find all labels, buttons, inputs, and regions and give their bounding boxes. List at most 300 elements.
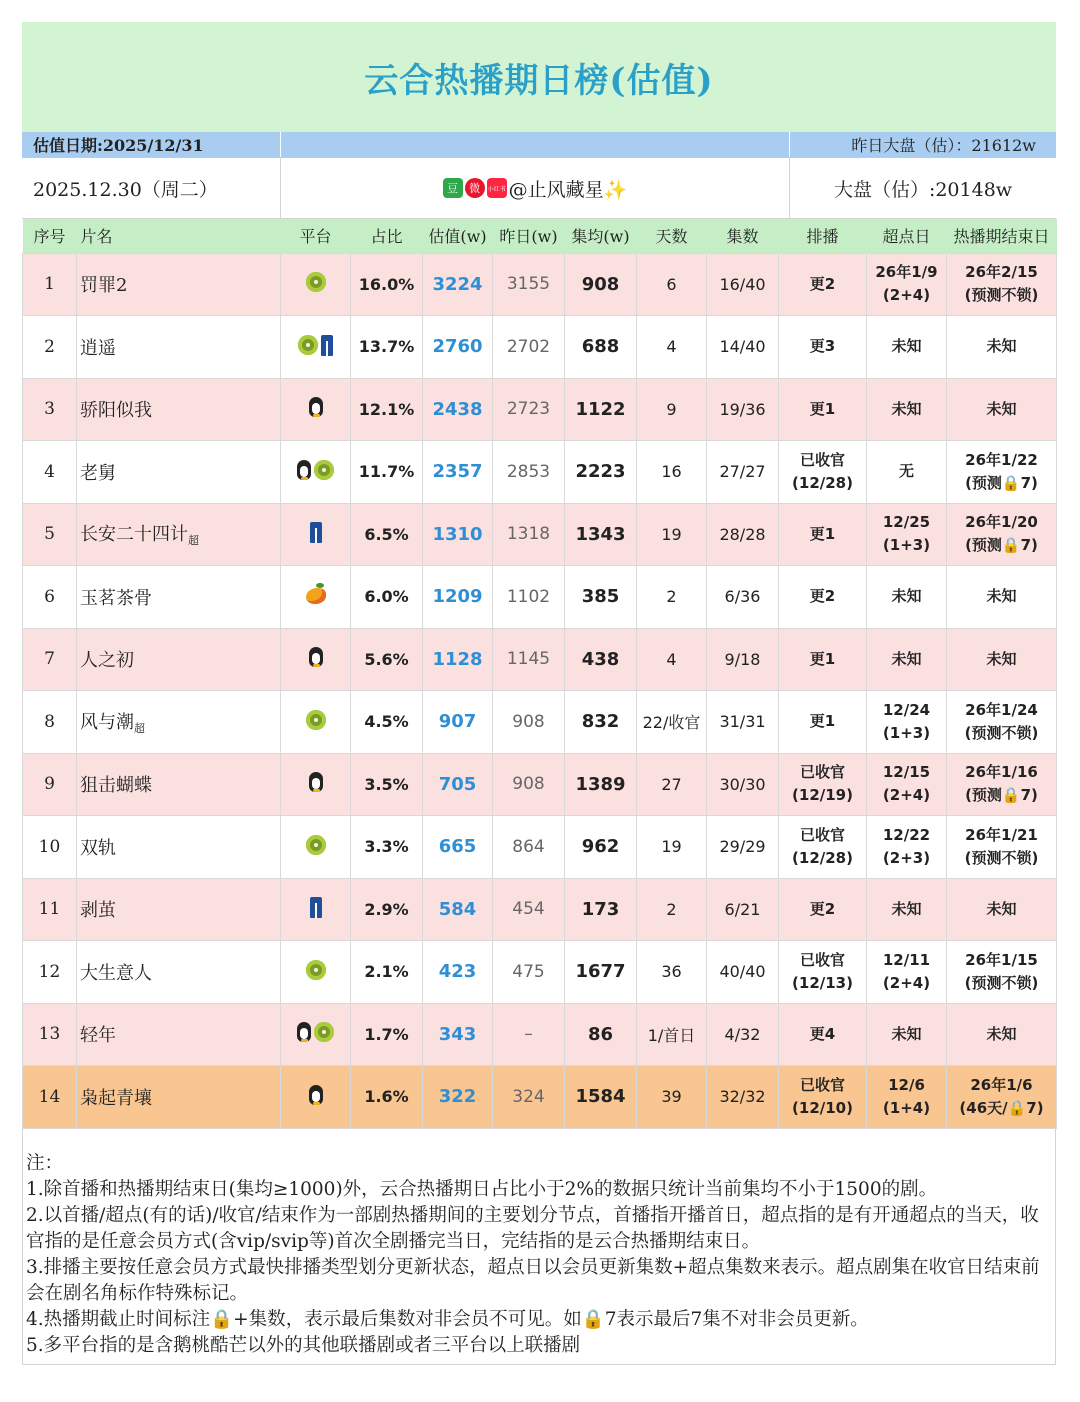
market-total: 大盘（估）:20148w	[833, 178, 1013, 201]
peak-day-cell	[867, 628, 947, 691]
end-date-cell-line1: 26年1/22	[965, 450, 1038, 469]
peak-day-cell-line1: 26年1/9	[875, 263, 938, 282]
avg-cell: 962	[565, 816, 637, 879]
episodes-cell: 16/40	[707, 253, 779, 316]
peak-day-cell-line2: (1+3)	[882, 536, 931, 555]
peak-day-cell-line2: (1+4)	[882, 1098, 931, 1117]
platform-icons	[306, 835, 326, 855]
estimate-cell: 2438	[423, 378, 493, 441]
estimate-cell: 1310	[423, 503, 493, 566]
schedule-cell-line1: 已收官	[799, 1075, 845, 1094]
peak-tag: 超	[188, 534, 199, 548]
platform-icons	[309, 647, 323, 667]
title-cell	[77, 691, 281, 754]
peak-day-cell-line1: 未知	[891, 399, 922, 418]
title-cell	[77, 1066, 281, 1129]
avg-cell: 2223	[565, 441, 637, 504]
estimate-cell: 584	[423, 878, 493, 941]
weibo-icon: 微	[465, 178, 485, 198]
platform-icons	[297, 1022, 334, 1042]
share-cell: 13.7%	[351, 316, 423, 379]
yesterday-cell: 864	[493, 816, 565, 879]
end-date-cell-line1: 未知	[986, 899, 1017, 918]
end-date-cell-line2: (预测不锁)	[964, 848, 1039, 867]
yesterday-cell: 3155	[493, 253, 565, 316]
episodes-cell: 31/31	[707, 691, 779, 754]
schedule-cell	[779, 566, 867, 629]
table-row	[23, 566, 1057, 629]
platform-cell	[281, 503, 351, 566]
title-cell	[77, 378, 281, 441]
table-row	[23, 253, 1057, 316]
info-row-date	[22, 158, 1056, 219]
platform-cell	[281, 441, 351, 504]
rank-cell: 10	[23, 816, 77, 879]
peak-day-cell-line2: (2+4)	[882, 286, 931, 305]
schedule-cell	[779, 691, 867, 754]
share-cell: 4.5%	[351, 691, 423, 754]
days-cell: 9	[637, 378, 707, 441]
schedule-cell-line1: 更1	[809, 524, 836, 543]
estimate-cell: 665	[423, 816, 493, 879]
yesterday-cell: –	[493, 1003, 565, 1066]
peak-tag: 超	[134, 721, 145, 735]
kiwi-icon	[314, 460, 334, 480]
avg-cell: 908	[565, 253, 637, 316]
title-text: 骄阳似我	[80, 400, 152, 422]
note-item: 4.热播期截止时间标注🔒+集数，表示最后集数对非会员不可见。如🔒7表示最后7集不对非会员更新。	[26, 1308, 869, 1330]
schedule-cell	[779, 503, 867, 566]
schedule-cell	[779, 628, 867, 691]
avg-cell: 832	[565, 691, 637, 754]
end-date-cell	[947, 816, 1057, 879]
share-cell: 16.0%	[351, 253, 423, 316]
schedule-cell	[779, 878, 867, 941]
share-cell: 12.1%	[351, 378, 423, 441]
episodes-cell: 6/36	[707, 566, 779, 629]
platform-cell	[281, 378, 351, 441]
end-date-cell-line1: 未知	[986, 337, 1017, 356]
peak-day-cell	[867, 816, 947, 879]
penguin-icon	[309, 1085, 323, 1105]
peak-day-cell	[867, 503, 947, 566]
avg-cell: 1122	[565, 378, 637, 441]
header-schedule: 排播	[806, 227, 839, 247]
penguin-icon	[309, 647, 323, 667]
days-cell: 19	[637, 816, 707, 879]
yesterday-cell: 324	[493, 1066, 565, 1129]
yesterday-cell: 2702	[493, 316, 565, 379]
share-cell: 1.6%	[351, 1066, 423, 1129]
end-date-cell	[947, 1066, 1057, 1129]
platform-cell	[281, 1003, 351, 1066]
days-cell: 4	[637, 628, 707, 691]
schedule-cell-line2: (12/10)	[792, 1098, 853, 1117]
rank-cell: 2	[23, 316, 77, 379]
rank-cell: 14	[23, 1066, 77, 1129]
peak-day-cell-line2: (2+4)	[882, 786, 931, 805]
peak-day-cell-line1: 无	[898, 462, 914, 481]
header-rank: 序号	[33, 227, 66, 247]
episodes-cell: 32/32	[707, 1066, 779, 1129]
notes-heading: 注：	[26, 1152, 64, 1174]
estimate-date: 估值日期:2025/12/31	[33, 136, 204, 155]
avg-cell: 688	[565, 316, 637, 379]
mango-icon	[306, 588, 326, 604]
platform-cell	[281, 878, 351, 941]
peak-day-cell-line1: 12/11	[882, 950, 931, 969]
days-cell: 39	[637, 1066, 707, 1129]
schedule-cell	[779, 1066, 867, 1129]
schedule-cell	[779, 378, 867, 441]
episodes-cell: 19/36	[707, 378, 779, 441]
penguin-icon	[309, 772, 323, 792]
table-row	[23, 503, 1057, 566]
note-item: 5.多平台指的是含鹅桃酷芒以外的其他联播剧或者三平台以上联播剧	[26, 1334, 581, 1356]
table-row	[23, 941, 1057, 1004]
share-cell: 3.5%	[351, 753, 423, 816]
yesterday-cell: 1318	[493, 503, 565, 566]
avg-cell: 385	[565, 566, 637, 629]
end-date-cell-line1: 未知	[986, 1024, 1017, 1043]
rank-cell: 5	[23, 503, 77, 566]
header-estimate: 估值(w)	[428, 227, 487, 247]
peak-day-cell-line1: 12/15	[882, 763, 931, 782]
episodes-cell: 30/30	[707, 753, 779, 816]
estimate-cell: 907	[423, 691, 493, 754]
estimate-cell: 2760	[423, 316, 493, 379]
jeans-icon	[310, 522, 322, 543]
info-row-estimate	[22, 132, 1056, 158]
end-date-cell-line2: (预测🔒7)	[965, 473, 1038, 492]
peak-day-cell-line1: 12/24	[882, 700, 931, 719]
end-date-cell-line2: (预测不锁)	[964, 973, 1039, 992]
schedule-cell	[779, 441, 867, 504]
estimate-cell: 322	[423, 1066, 493, 1129]
header-platform: 平台	[299, 227, 332, 247]
title-cell	[77, 566, 281, 629]
estimate-cell: 3224	[423, 253, 493, 316]
report-date: 2025.12.30（周二）	[33, 178, 218, 201]
platform-icons	[306, 710, 326, 730]
estimate-cell: 1209	[423, 566, 493, 629]
platform-cell	[281, 1066, 351, 1129]
title-text: 人之初	[80, 650, 134, 672]
platform-cell	[281, 941, 351, 1004]
end-date-cell	[947, 628, 1057, 691]
schedule-cell-line1: 更1	[809, 649, 836, 668]
days-cell: 2	[637, 566, 707, 629]
schedule-cell-line1: 更4	[809, 1024, 836, 1043]
episodes-cell: 6/21	[707, 878, 779, 941]
rank-cell: 6	[23, 566, 77, 629]
title-text: 剥茧	[80, 900, 116, 922]
estimate-cell: 343	[423, 1003, 493, 1066]
title-cell	[77, 628, 281, 691]
yesterday-market: 昨日大盘（估）：21612w	[851, 136, 1036, 155]
header-episodes: 集数	[726, 227, 759, 247]
peak-day-cell-line2: (2+3)	[882, 848, 931, 867]
header-avg: 集均(w)	[571, 227, 630, 247]
rank-cell: 12	[23, 941, 77, 1004]
rank-cell: 7	[23, 628, 77, 691]
platform-cell	[281, 316, 351, 379]
avg-cell: 1343	[565, 503, 637, 566]
title-text: 轻年	[80, 1025, 116, 1047]
ranking-sheet	[22, 22, 1056, 1365]
platform-icons	[306, 587, 326, 603]
peak-day-cell	[867, 753, 947, 816]
days-cell: 4	[637, 316, 707, 379]
table-row	[23, 316, 1057, 379]
end-date-cell-line2: (预测不锁)	[964, 286, 1039, 305]
peak-day-cell-line1: 未知	[891, 1024, 922, 1043]
end-date-cell-line1: 26年2/15	[965, 263, 1038, 282]
end-date-cell-line1: 26年1/24	[965, 700, 1038, 719]
schedule-cell-line2: (12/19)	[792, 786, 853, 805]
kiwi-icon	[298, 335, 318, 355]
author-cell	[280, 158, 790, 218]
title-cell	[77, 441, 281, 504]
estimate-cell: 2357	[423, 441, 493, 504]
end-date-cell-line2: (预测不锁)	[964, 723, 1039, 742]
title-text: 大生意人	[80, 962, 152, 984]
table-row	[23, 1003, 1057, 1066]
schedule-cell	[779, 941, 867, 1004]
peak-day-cell	[867, 441, 947, 504]
title-cell	[77, 941, 281, 1004]
peak-day-cell-line1: 未知	[891, 649, 922, 668]
yesterday-cell: 2723	[493, 378, 565, 441]
kiwi-icon	[306, 272, 326, 292]
schedule-cell	[779, 316, 867, 379]
peak-day-cell-line1: 12/6	[888, 1075, 925, 1094]
end-date-cell-line2: (46天/🔒7)	[959, 1098, 1044, 1117]
platform-icons	[306, 272, 326, 292]
table-header	[23, 219, 1057, 253]
share-cell: 6.0%	[351, 566, 423, 629]
penguin-icon	[297, 1022, 311, 1042]
page-title: 云合热播期日榜(估值)	[364, 60, 714, 101]
peak-day-cell-line2: (2+4)	[882, 973, 931, 992]
header-name: 片名	[80, 227, 113, 247]
end-date-cell	[947, 566, 1057, 629]
kiwi-icon	[306, 835, 326, 855]
schedule-cell-line1: 更3	[809, 337, 836, 356]
table-row	[23, 441, 1057, 504]
end-date-cell	[947, 253, 1057, 316]
table-row	[23, 691, 1057, 754]
schedule-cell-line1: 更2	[809, 899, 836, 918]
share-cell: 6.5%	[351, 503, 423, 566]
rank-cell: 4	[23, 441, 77, 504]
days-cell: 27	[637, 753, 707, 816]
end-date-cell-line1: 26年1/16	[965, 763, 1038, 782]
end-date-cell-line1: 26年1/20	[965, 513, 1038, 532]
avg-cell: 1389	[565, 753, 637, 816]
end-date-cell	[947, 503, 1057, 566]
peak-day-cell-line1: 未知	[891, 899, 922, 918]
note-item: 1.除首播和热播期结束日(集均≥1000)外，云合热播期日占比小于2%的数据只统计当前集均不小于1500的剧。	[26, 1178, 938, 1200]
avg-cell: 173	[565, 878, 637, 941]
end-date-cell-line2: (预测🔒7)	[965, 786, 1038, 805]
share-cell: 3.3%	[351, 816, 423, 879]
end-date-cell	[947, 441, 1057, 504]
share-cell: 1.7%	[351, 1003, 423, 1066]
episodes-cell: 27/27	[707, 441, 779, 504]
days-cell: 2	[637, 878, 707, 941]
schedule-cell-line2: (12/28)	[792, 473, 853, 492]
end-date-cell	[947, 753, 1057, 816]
schedule-cell-line1: 更1	[809, 712, 836, 731]
title-text: 玉茗茶骨	[80, 587, 152, 609]
title-text: 枭起青壤	[80, 1087, 152, 1109]
platform-icons	[309, 772, 323, 792]
peak-day-cell-line1: 12/22	[882, 825, 931, 844]
title-cell	[77, 503, 281, 566]
end-date-cell-line1: 未知	[986, 649, 1017, 668]
title-text: 狙击蝴蝶	[80, 775, 152, 797]
penguin-icon	[297, 460, 311, 480]
title-text: 罚罪2	[80, 275, 128, 297]
schedule-cell-line1: 已收官	[799, 763, 845, 782]
title-banner	[22, 22, 1056, 132]
platform-cell	[281, 566, 351, 629]
rank-cell: 9	[23, 753, 77, 816]
title-cell	[77, 1003, 281, 1066]
schedule-cell-line1: 已收官	[799, 450, 845, 469]
title-text: 双轨	[80, 837, 116, 859]
table-row	[23, 628, 1057, 691]
header-end-date: 热播期结束日	[953, 227, 1050, 247]
title-text: 逍遥	[80, 337, 116, 359]
title-text: 长安二十四计	[80, 524, 188, 546]
title-cell	[77, 753, 281, 816]
end-date-cell	[947, 691, 1057, 754]
peak-day-cell	[867, 566, 947, 629]
episodes-cell: 28/28	[707, 503, 779, 566]
yesterday-cell: 1145	[493, 628, 565, 691]
title-cell	[77, 878, 281, 941]
share-cell: 11.7%	[351, 441, 423, 504]
schedule-cell-line2: (12/28)	[792, 848, 853, 867]
platform-cell	[281, 753, 351, 816]
table-row	[23, 753, 1057, 816]
title-cell	[77, 316, 281, 379]
yesterday-cell: 908	[493, 753, 565, 816]
platform-icons	[309, 397, 323, 417]
episodes-cell: 40/40	[707, 941, 779, 1004]
header-peak-day: 超点日	[882, 227, 931, 247]
peak-day-cell	[867, 316, 947, 379]
end-date-cell	[947, 316, 1057, 379]
table-row	[23, 816, 1057, 879]
days-cell: 19	[637, 503, 707, 566]
jeans-icon	[310, 897, 322, 918]
rank-cell: 11	[23, 878, 77, 941]
schedule-cell	[779, 753, 867, 816]
peak-day-cell	[867, 941, 947, 1004]
jeans-icon	[321, 335, 333, 356]
xiaohongshu-icon: 小红书	[487, 178, 507, 198]
end-date-cell-line1: 未知	[986, 587, 1017, 606]
end-date-cell-line1: 26年1/21	[965, 825, 1038, 844]
end-date-cell	[947, 378, 1057, 441]
schedule-cell-line1: 已收官	[799, 825, 845, 844]
schedule-cell-line1: 更2	[809, 274, 836, 293]
yesterday-cell: 475	[493, 941, 565, 1004]
yesterday-cell: 454	[493, 878, 565, 941]
peak-day-cell-line1: 未知	[891, 587, 922, 606]
schedule-cell-line2: (12/13)	[792, 973, 853, 992]
author-handle: @止风藏星✨	[508, 178, 628, 201]
end-date-cell	[947, 1003, 1057, 1066]
notes-section	[22, 1129, 1056, 1365]
header-days: 天数	[655, 227, 688, 247]
yesterday-cell: 908	[493, 691, 565, 754]
rank-cell: 3	[23, 378, 77, 441]
kiwi-icon	[306, 960, 326, 980]
days-cell: 16	[637, 441, 707, 504]
avg-cell: 1584	[565, 1066, 637, 1129]
platform-icons	[297, 460, 334, 480]
episodes-cell: 4/32	[707, 1003, 779, 1066]
peak-day-cell-line1: 未知	[891, 337, 922, 356]
peak-day-cell	[867, 691, 947, 754]
header-yesterday: 昨日(w)	[499, 227, 558, 247]
kiwi-icon	[314, 1022, 334, 1042]
days-cell: 6	[637, 253, 707, 316]
ranking-table	[22, 219, 1057, 1129]
platform-cell	[281, 253, 351, 316]
estimate-cell: 423	[423, 941, 493, 1004]
end-date-cell-line1: 未知	[986, 399, 1017, 418]
platform-icons	[310, 897, 322, 918]
rank-cell: 1	[23, 253, 77, 316]
platform-cell	[281, 628, 351, 691]
share-cell: 5.6%	[351, 628, 423, 691]
kiwi-icon	[306, 710, 326, 730]
episodes-cell: 14/40	[707, 316, 779, 379]
share-cell: 2.1%	[351, 941, 423, 1004]
title-text: 老舅	[80, 462, 116, 484]
schedule-cell-line1: 更2	[809, 587, 836, 606]
schedule-cell-line1: 已收官	[799, 950, 845, 969]
peak-day-cell-line1: 12/25	[882, 513, 931, 532]
avg-cell: 1677	[565, 941, 637, 1004]
schedule-cell-line1: 更1	[809, 399, 836, 418]
platform-icons	[306, 960, 326, 980]
episodes-cell: 9/18	[707, 628, 779, 691]
table-row	[23, 1066, 1057, 1129]
yesterday-cell: 1102	[493, 566, 565, 629]
title-text: 风与潮	[80, 711, 134, 733]
schedule-cell	[779, 253, 867, 316]
title-cell	[77, 253, 281, 316]
end-date-cell	[947, 941, 1057, 1004]
avg-cell: 86	[565, 1003, 637, 1066]
header-share: 占比	[370, 227, 403, 247]
estimate-cell: 705	[423, 753, 493, 816]
estimate-cell: 1128	[423, 628, 493, 691]
table-body	[23, 253, 1057, 1128]
note-item: 2.以首播/超点(有的话)/收官/结束作为一部剧热播期间的主要划分节点，首播指开播首日，超点指的是有开通超点的当天，收官指的是任意会员方式(含vip/svip等)首次全剧播完当日，完结指的是云合热播期结束日。	[26, 1204, 1039, 1252]
rank-cell: 13	[23, 1003, 77, 1066]
note-item: 3.排播主要按任意会员方式最快排播类型划分更新状态，超点日以会员更新集数+超点集数来表示。超点剧集在收官日结束前会在剧名角标作特殊标记。	[26, 1256, 1040, 1304]
days-cell: 22/收官	[637, 691, 707, 754]
peak-day-cell	[867, 378, 947, 441]
days-cell: 36	[637, 941, 707, 1004]
